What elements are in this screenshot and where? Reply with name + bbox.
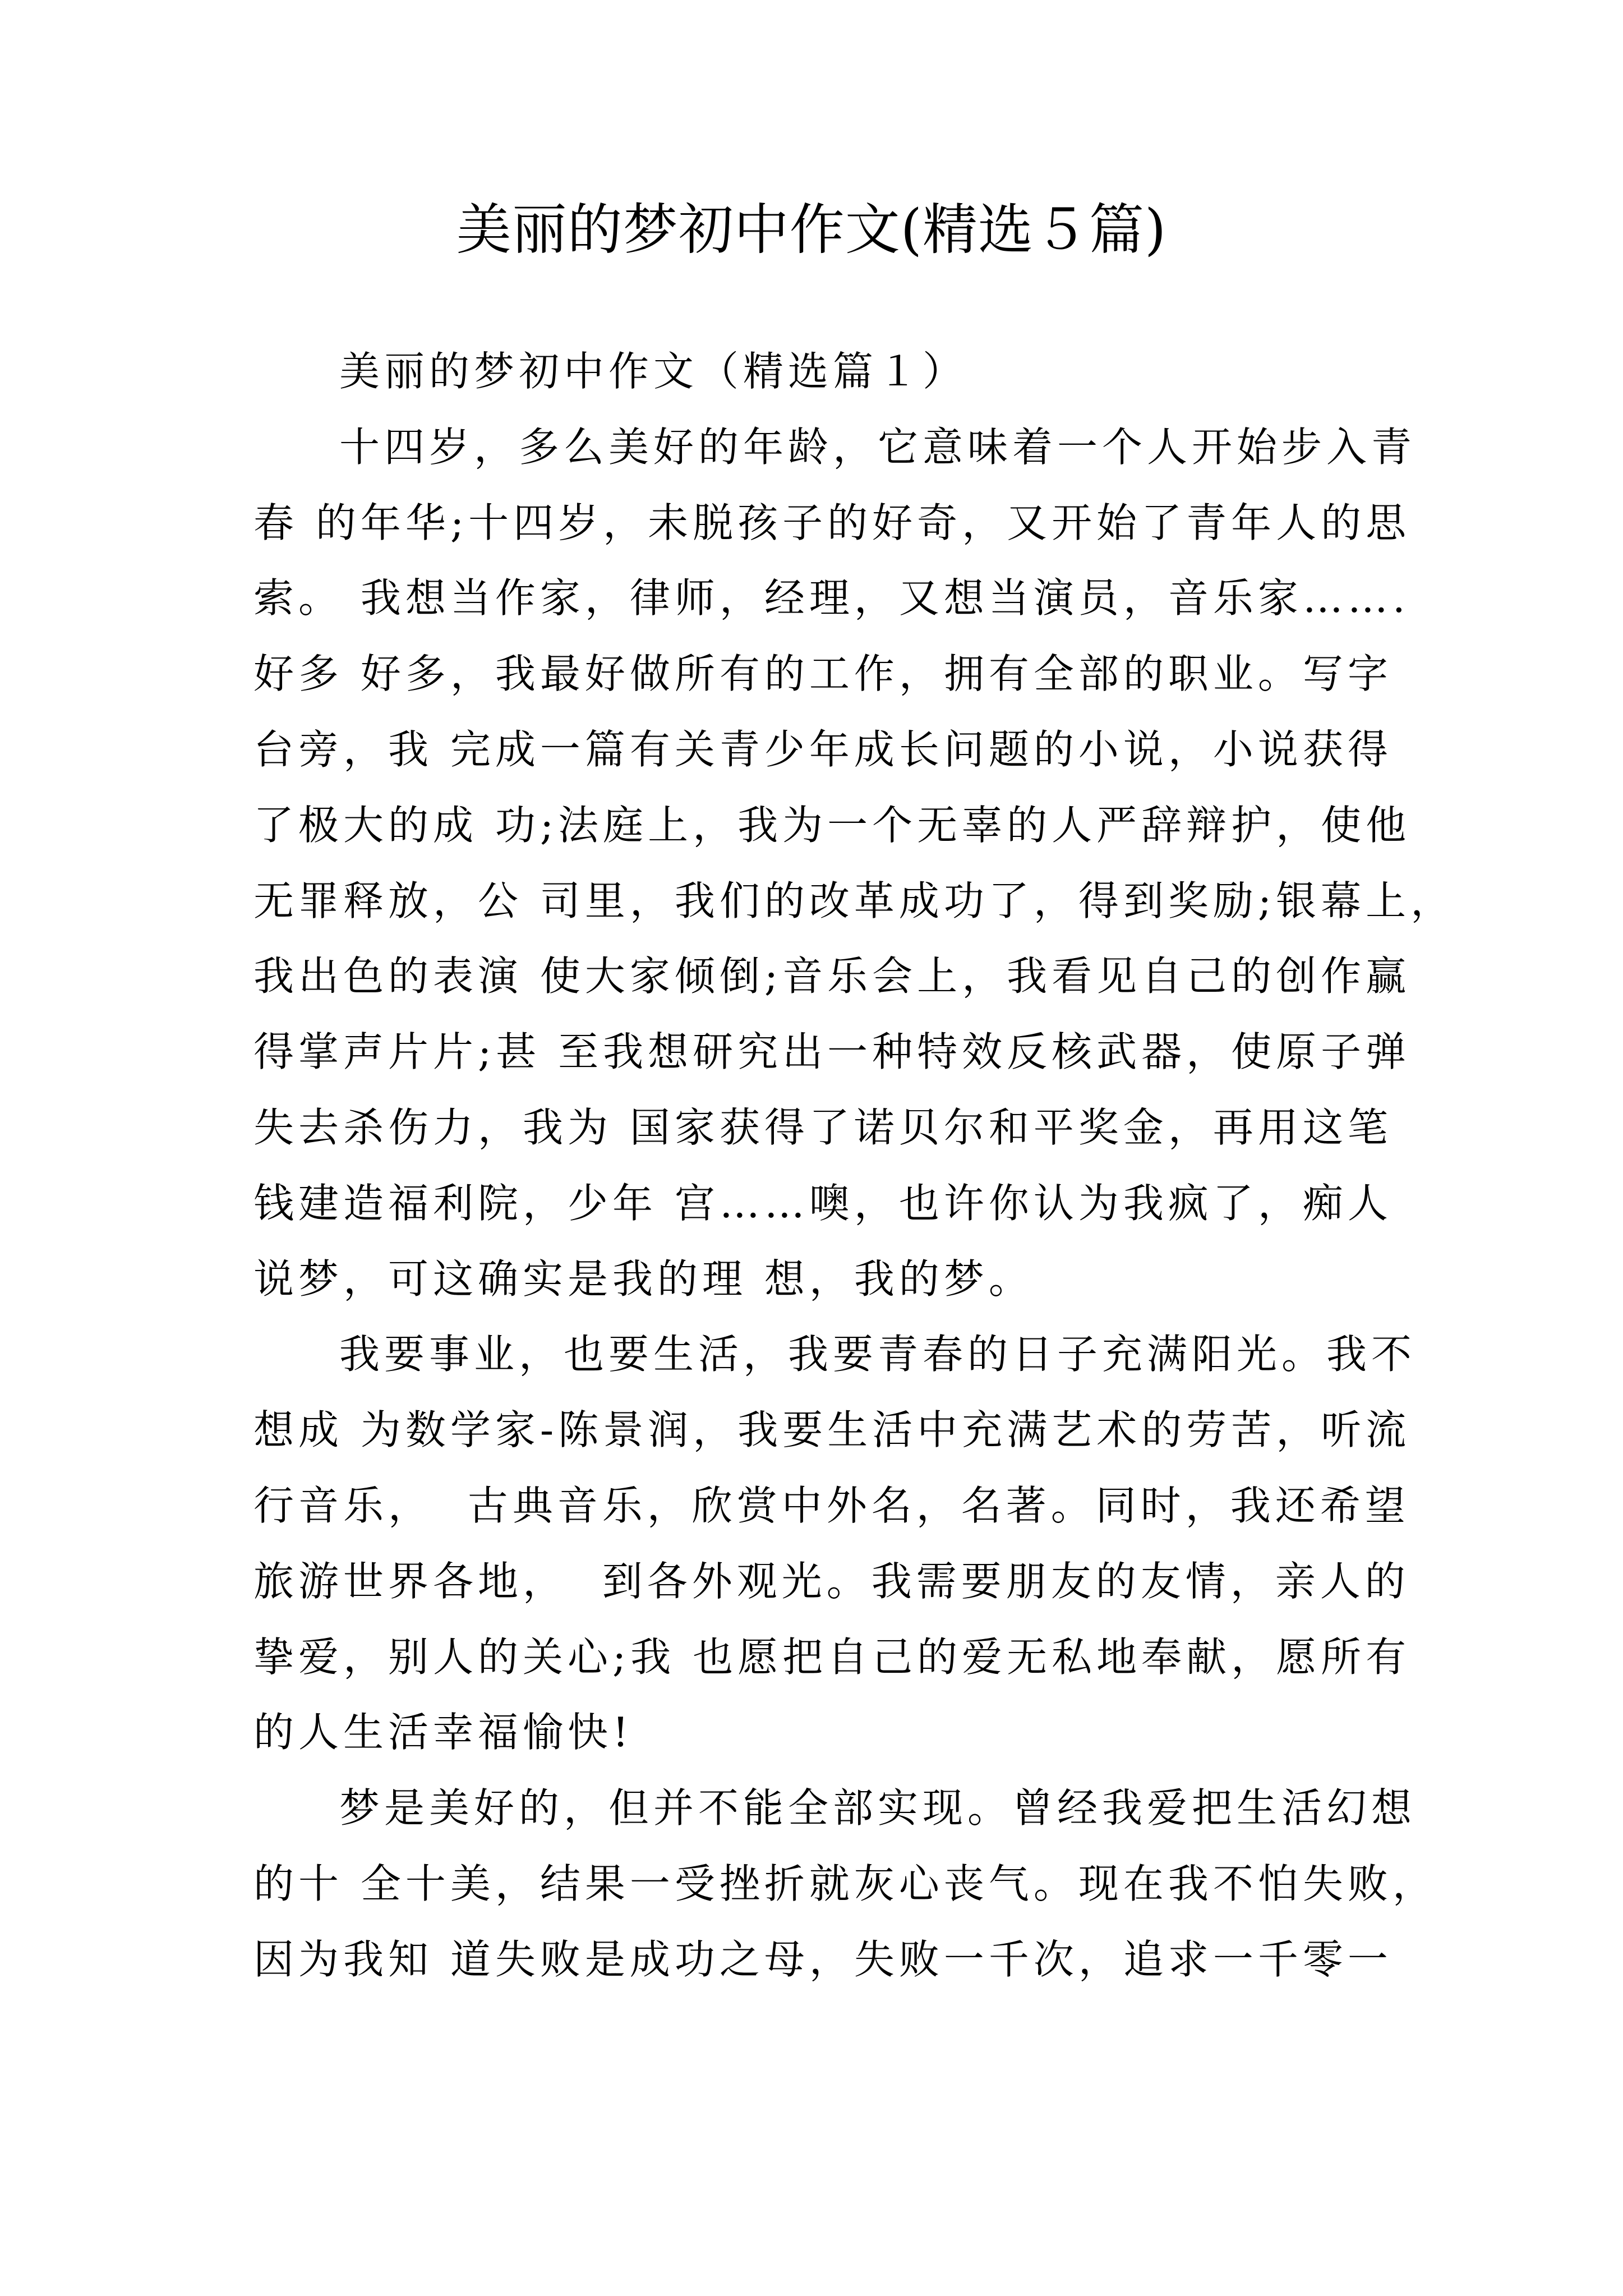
paragraph-line: 台旁，我 完成一篇有关青少年成长问题的小说，小说获得	[253, 726, 1393, 773]
paragraph-line: 我出色的表演 使大家倾倒;音乐会上，我看见自己的创作赢	[253, 953, 1411, 1000]
paragraph-line: 得掌声片片;甚 至我想研究出一种特效反核武器，使原子弹	[253, 1028, 1411, 1075]
paragraph-line: 挚爱，别人的关心;我 也愿把自己的爱无私地奉献，愿所有	[253, 1634, 1411, 1681]
document-title: 美丽的梦初中作文(精选５篇)	[456, 198, 1167, 262]
paragraph-line: 春 的年华;十四岁，未脱孩子的好奇，又开始了青年人的思	[253, 499, 1411, 546]
paragraph-line: 的人生活幸福愉快!	[253, 1709, 633, 1756]
paragraph-line: 行音乐， 古典音乐，欣赏中外名，名著。同时，我还希望	[253, 1482, 1410, 1529]
paragraph-line: 说梦，可这确实是我的理 想，我的梦。	[253, 1255, 1034, 1303]
paragraph-line: 的十 全十美，结果一受挫折就灰心丧气。现在我不怕失败，	[253, 1860, 1437, 1907]
paragraph-line: 旅游世界各地， 到各外观光。我需要朋友的友情，亲人的	[253, 1558, 1410, 1605]
paragraph-line: 了极大的成 功;法庭上，我为一个无辜的人严辞辩护，使他	[253, 802, 1411, 849]
paragraph-line: 无罪释放，公 司里，我们的改革成功了，得到奖励;银幕上，	[253, 877, 1456, 924]
paragraph-line: 钱建造福利院，少年 宫……噢，也许你认为我疯了，痴人	[253, 1180, 1393, 1227]
paragraph-line: 好多 好多，我最好做所有的工作，拥有全部的职业。写字	[253, 650, 1393, 697]
paragraph-line: 美丽的梦初中作文（精选篇１）	[339, 348, 968, 395]
paragraph-line: 梦是美好的，但并不能全部实现。曾经我爱把生活幻想	[339, 1784, 1417, 1832]
paragraph-line: 我要事业，也要生活，我要青春的日子充满阳光。我不	[339, 1331, 1417, 1378]
paragraph-line: 失去杀伤力，我为 国家获得了诺贝尔和平奖金，再用这笔	[253, 1104, 1393, 1151]
paragraph-line: 十四岁，多么美好的年龄，它意味着一个人开始步入青	[339, 424, 1417, 471]
paragraph-line: 想成 为数学家-陈景润，我要生活中充满艺术的劳苦，听流	[253, 1406, 1411, 1453]
paragraph-line: 因为我知 道失败是成功之母，失败一千次，追求一千零一	[253, 1936, 1393, 1983]
paragraph-line: 索。 我想当作家，律师，经理，又想当演员，音乐家…….	[253, 574, 1410, 622]
